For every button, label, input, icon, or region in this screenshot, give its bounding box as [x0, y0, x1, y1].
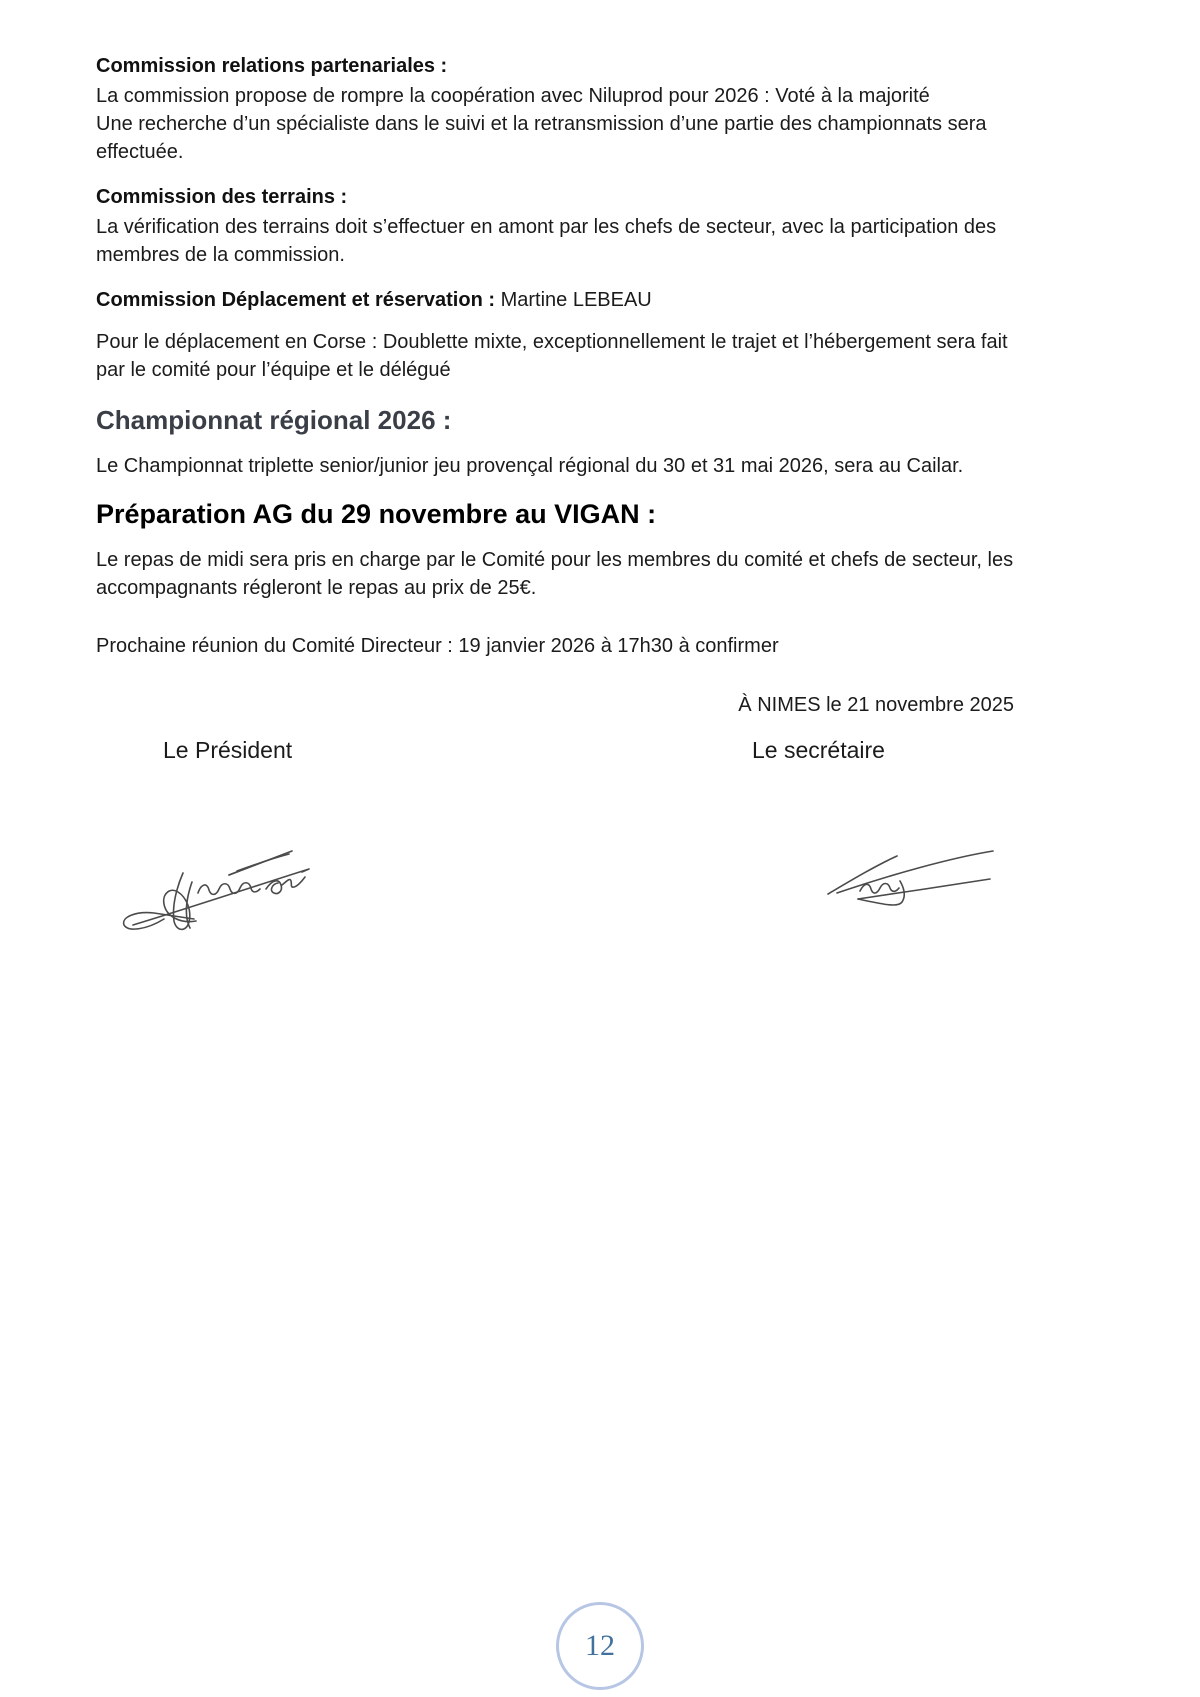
section-commission-partenariales: [96, 52, 1036, 166]
secretary-label: Le secrétaire: [752, 737, 885, 763]
page-number-badge: [556, 1602, 644, 1690]
page-number: 12: [585, 1629, 615, 1662]
president-signature-image: [106, 837, 336, 942]
paragraph: Le Championnat triplette senior/junior jeu provençal régional du 30 et 31 mai 2026, sera au Cailar.: [96, 455, 964, 477]
section-championnat-regional: [96, 404, 1036, 480]
section-commission-deplacement: [96, 286, 1036, 384]
section-title: Championnat régional 2026 :: [96, 405, 452, 435]
signature-block: [96, 737, 1036, 967]
commission-member-name: Martine LEBEAU: [500, 289, 652, 311]
section-heading: Commission relations partenariales :: [96, 55, 448, 77]
paragraph: Pour le déplacement en Corse : Doublette mixte, exceptionnellement le trajet et l’hébergement sera fait par le comité pour l’équipe et le délégué: [96, 331, 1008, 381]
paragraph-line: Une recherche d’un spécialiste dans le suivi et la retransmission d’une partie des championnats sera effectuée.: [96, 113, 987, 163]
president-label: Le Président: [163, 737, 293, 763]
paragraph: [96, 82, 1036, 166]
section-title: Préparation AG du 29 novembre au VIGAN :: [96, 499, 657, 529]
section-preparation-ag: [96, 498, 1036, 602]
paragraph: La vérification des terrains doit s’effectuer en amont par les chefs de secteur, avec la participation des membres de la commission.: [96, 216, 997, 266]
secretary-signature-image: [790, 841, 1010, 921]
place-date-line: À NIMES le 21 novembre 2025: [738, 694, 1014, 716]
section-commission-terrains: [96, 183, 1036, 269]
section-heading: Commission des terrains :: [96, 186, 348, 208]
section-heading-line: [96, 286, 1036, 314]
next-meeting-line: Prochaine réunion du Comité Directeur : 19 janvier 2026 à 17h30 à confirmer: [96, 635, 779, 657]
paragraph: Le repas de midi sera pris en charge par le Comité pour les membres du comité et chefs de secteur, les accompagnants régleront le repas au prix de 25€.: [96, 549, 1014, 599]
section-heading: Commission Déplacement et réservation :: [96, 289, 496, 311]
paragraph-line: La commission propose de rompre la coopération avec Niluprod pour 2026 : Voté à la majorité: [96, 85, 930, 107]
